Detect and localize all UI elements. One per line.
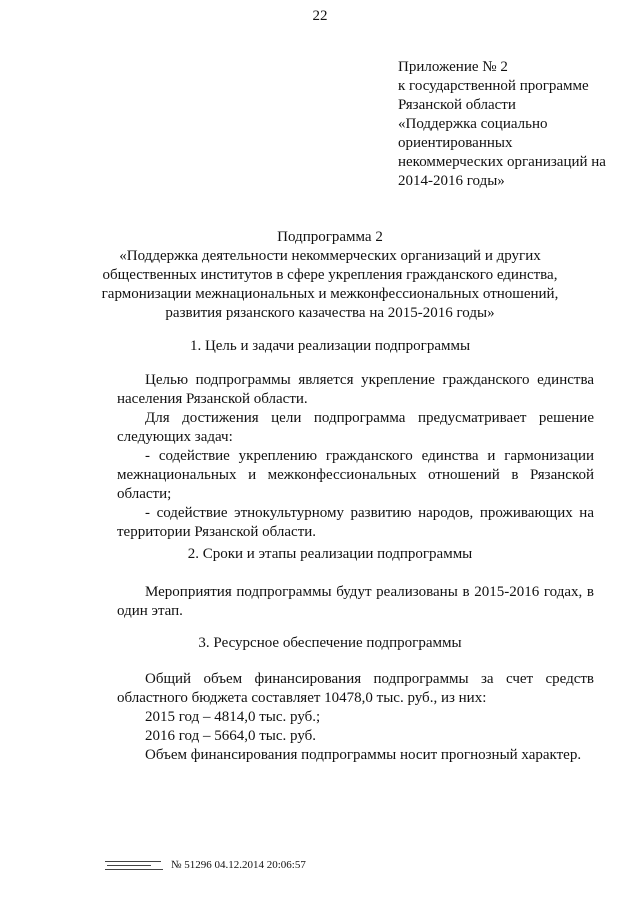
barcode-icon [105,858,163,872]
subprogram-title-line: Подпрограмма 2 [277,229,383,245]
body-line: 2016 год – 5664,0 тыс. руб. [145,728,317,744]
subprogram-title [60,228,600,323]
body-line: областного бюджета составляет 10478,0 тыс. руб., из них: [117,690,487,706]
subprogram-title-line: общественных институтов в сфере укрепления гражданского единства, [102,267,558,283]
stamp-text: № 51296 04.12.2014 20:06:57 [171,859,306,871]
annex-block [398,58,628,191]
annex-line: Рязанской области [398,97,516,113]
annex-line: 2014-2016 годы» [398,173,505,189]
body-line: населения Рязанской области. [117,391,308,407]
body-line: один этап. [117,603,183,619]
subprogram-title-line: развития рязанского казачества на 2015-2016 годы» [165,305,495,321]
annex-line: к государственной программе [398,78,589,94]
body-line: Объем финансирования подпрограммы носит прогнозный характер. [145,747,582,763]
section-1-body [117,371,594,542]
registration-stamp [105,858,306,872]
subprogram-title-line: «Поддержка деятельности некоммерческих организаций и других [119,248,541,264]
body-line: Целью подпрограммы является укрепление гражданского единства [145,372,594,388]
annex-line: «Поддержка социально [398,116,548,132]
subprogram-title-line: гармонизации межнациональных и межконфессиональных отношений, [101,286,559,302]
body-line: Для достижения цели подпрограмма предусматривает решение [145,410,594,426]
annex-line: некоммерческих организаций на [398,154,606,170]
body-line: межнациональных и межконфессиональных отношений в Рязанской [117,467,594,483]
body-line: - содействие этнокультурному развитию народов, проживающих на [145,505,594,521]
section-3-body [117,670,594,765]
body-line: территории Рязанской области. [117,524,317,540]
section-1-heading: 1. Цель и задачи реализации подпрограммы [189,338,471,354]
section-3-heading: 3. Ресурсное обеспечение подпрограммы [198,635,462,651]
body-line: Общий объем финансирования подпрограммы за счет средств [145,671,594,687]
section-2-heading: 2. Сроки и этапы реализации подпрограммы [187,546,473,562]
body-line: области; [117,486,172,502]
annex-line: ориентированных [398,135,513,151]
section-2-body [117,583,594,621]
body-line: - содействие укреплению гражданского единства и гармонизации [145,448,594,464]
body-line: Мероприятия подпрограммы будут реализованы в 2015-2016 годах, в [145,584,594,600]
body-line: 2015 год – 4814,0 тыс. руб.; [145,709,321,725]
body-line: следующих задач: [117,429,233,445]
page-number: 22 [312,8,328,24]
annex-line: Приложение № 2 [398,59,508,75]
